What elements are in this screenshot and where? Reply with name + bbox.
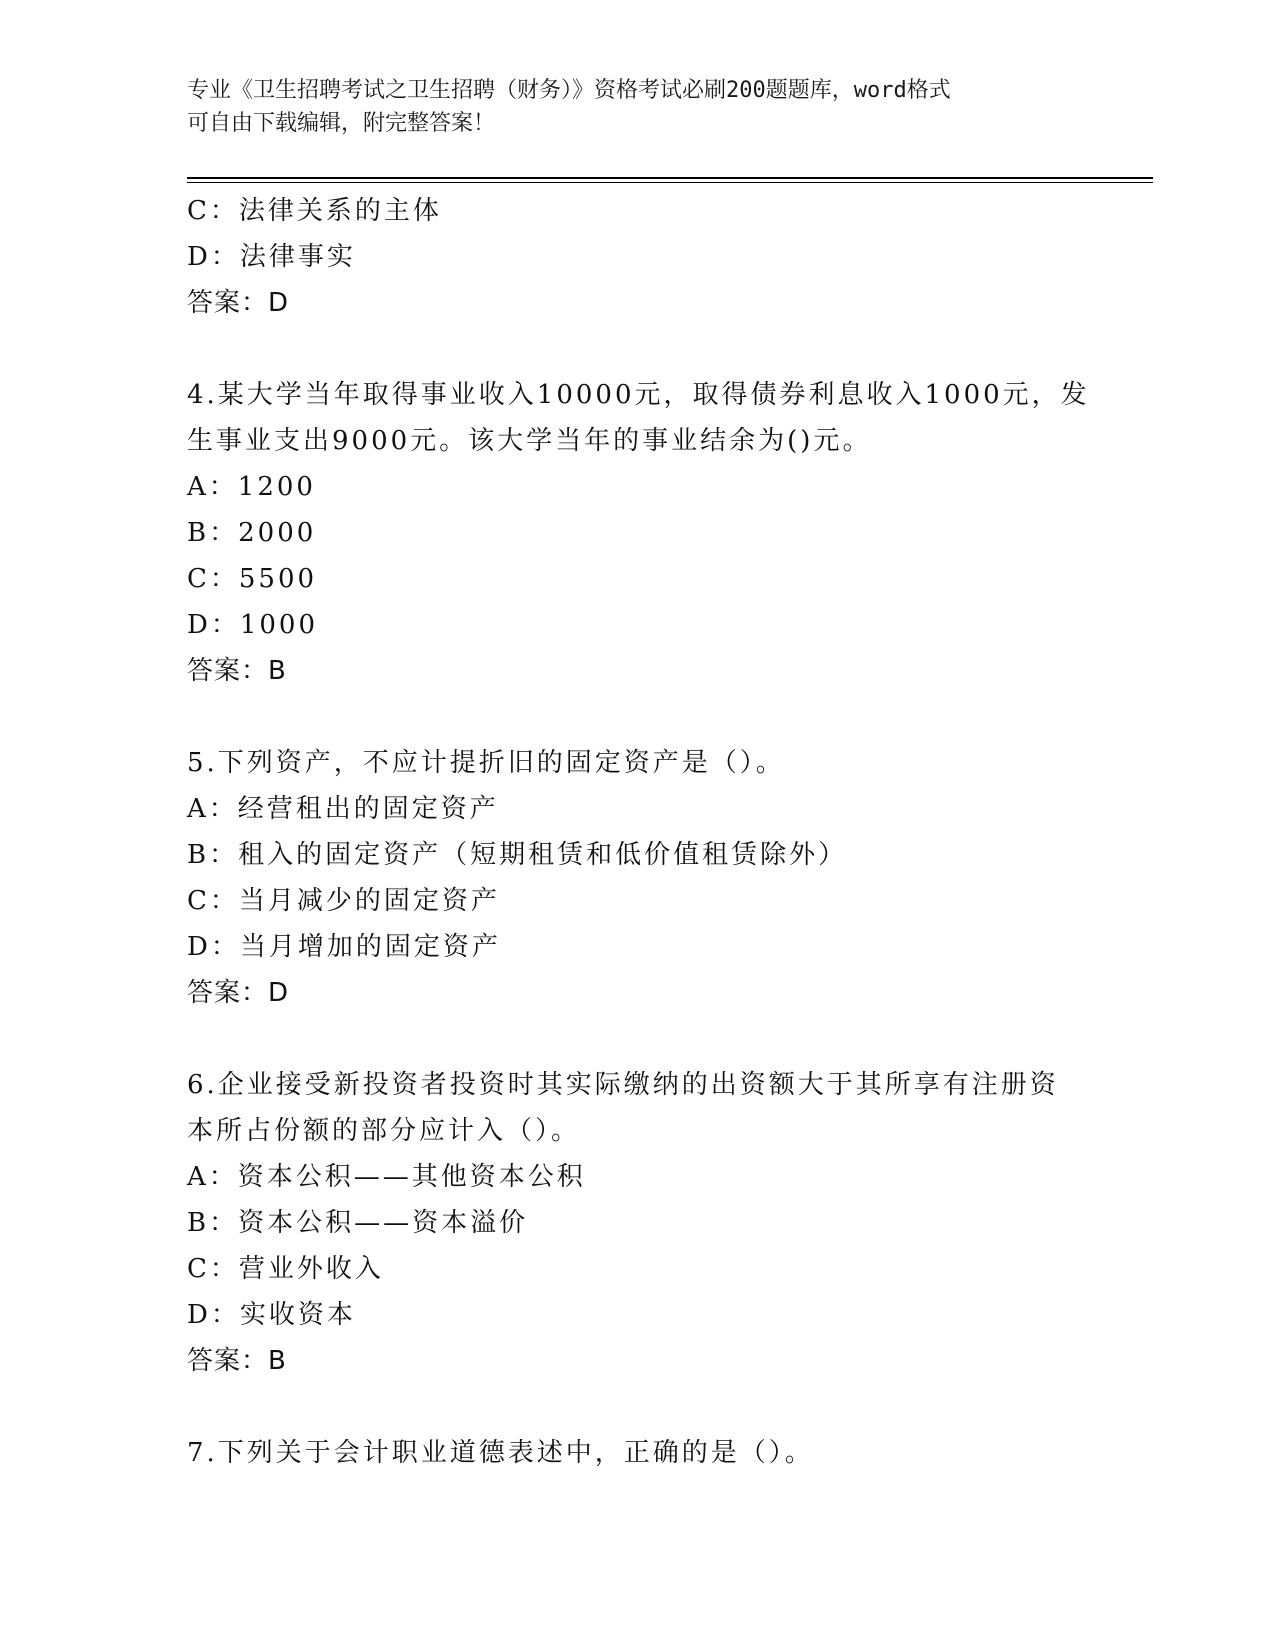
question-stem: 4.某大学当年取得事业收入10000元，取得债券利息收入1000元，发 [187,380,1090,410]
option-d: D：当月增加的固定资产 [187,932,501,962]
question-block-prev [187,188,1087,326]
question-stem: 7.下列关于会计职业道德表述中，正确的是（）。 [187,1438,814,1468]
option-d: D：实收资本 [187,1300,356,1330]
option-c: C：营业外收入 [187,1254,384,1284]
answer-line: 答案：D [187,288,290,318]
question-block-7 [187,1430,1087,1476]
header-rule-thin [187,182,1153,183]
spacer [187,326,1087,372]
option-c: C：5500 [187,564,318,594]
question-block-4 [187,372,1090,694]
option-b: B：2000 [187,518,317,548]
question-stem-continued: 生事业支出9000元。该大学当年的事业结余为()元。 [187,426,872,456]
option-c: C：当月减少的固定资产 [187,886,500,916]
answer-line: 答案：D [187,978,290,1008]
document-header [187,74,1067,140]
option-a: A：1200 [187,472,316,502]
header-line-1: 专业《卫生招聘考试之卫生招聘（财务）》资格考试必刷200题题库，word格式 [187,78,951,103]
question-block-5 [187,740,1087,1016]
answer-line: 答案：B [187,656,287,686]
option-a: A：资本公积——其他资本公积 [187,1162,586,1192]
answer-line: 答案：B [187,1346,287,1376]
question-stem: 5.下列资产，不应计提折旧的固定资产是（）。 [187,748,785,778]
option-d: D：1000 [187,610,319,640]
spacer [187,1016,1087,1062]
header-line-2: 可自由下载编辑，附完整答案！ [187,111,496,136]
spacer [187,694,1087,740]
question-stem-continued: 本所占份额的部分应计入（）。 [187,1116,581,1146]
question-stem: 6.企业接受新投资者投资时其实际缴纳的出资额大于其所享有注册资 [187,1070,1059,1100]
spacer [187,1384,1087,1430]
option-d: D：法律事实 [187,242,356,272]
option-c: C：法律关系的主体 [187,196,442,226]
header-rule-thick [187,177,1153,179]
question-block-6 [187,1062,1087,1384]
option-b: B：租入的固定资产（短期租赁和低价值租赁除外） [187,840,848,870]
option-a: A：经营租出的固定资产 [187,794,499,824]
question-list [187,188,1090,1476]
option-b: B：资本公积——资本溢价 [187,1208,529,1238]
